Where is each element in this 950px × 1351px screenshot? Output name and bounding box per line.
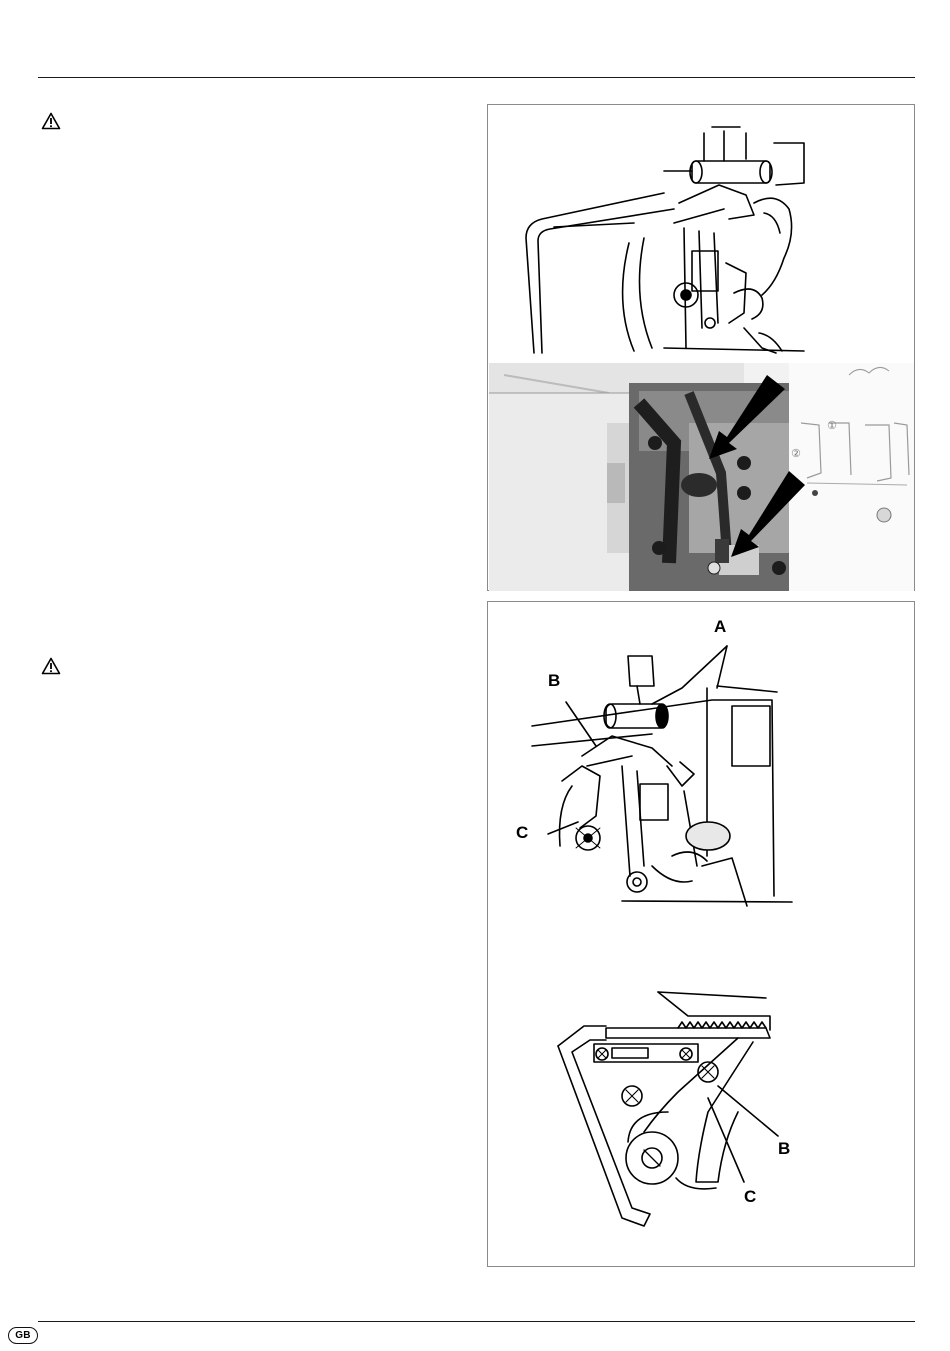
footer-rule [38,1321,915,1322]
figure-looper-labeled-abc [502,616,802,911]
figure-looper-line-drawing [514,123,814,358]
label-c: C [744,1187,757,1206]
callout-2: ② [791,447,801,460]
label-a: A [714,617,727,636]
figure-panel-top [487,104,915,591]
figure-looper-photo [489,363,914,591]
figure-looper-closeup-bc [548,982,868,1242]
language-badge: GB [8,1327,38,1344]
warning-triangle-icon [41,112,61,130]
label-b: B [778,1139,791,1158]
header-rule [38,77,915,78]
label-b: B [548,671,561,690]
callout-1: ① [827,419,837,432]
figure-panel-bottom [487,601,915,1267]
label-c: C [516,823,529,842]
warning-triangle-icon [41,657,61,675]
